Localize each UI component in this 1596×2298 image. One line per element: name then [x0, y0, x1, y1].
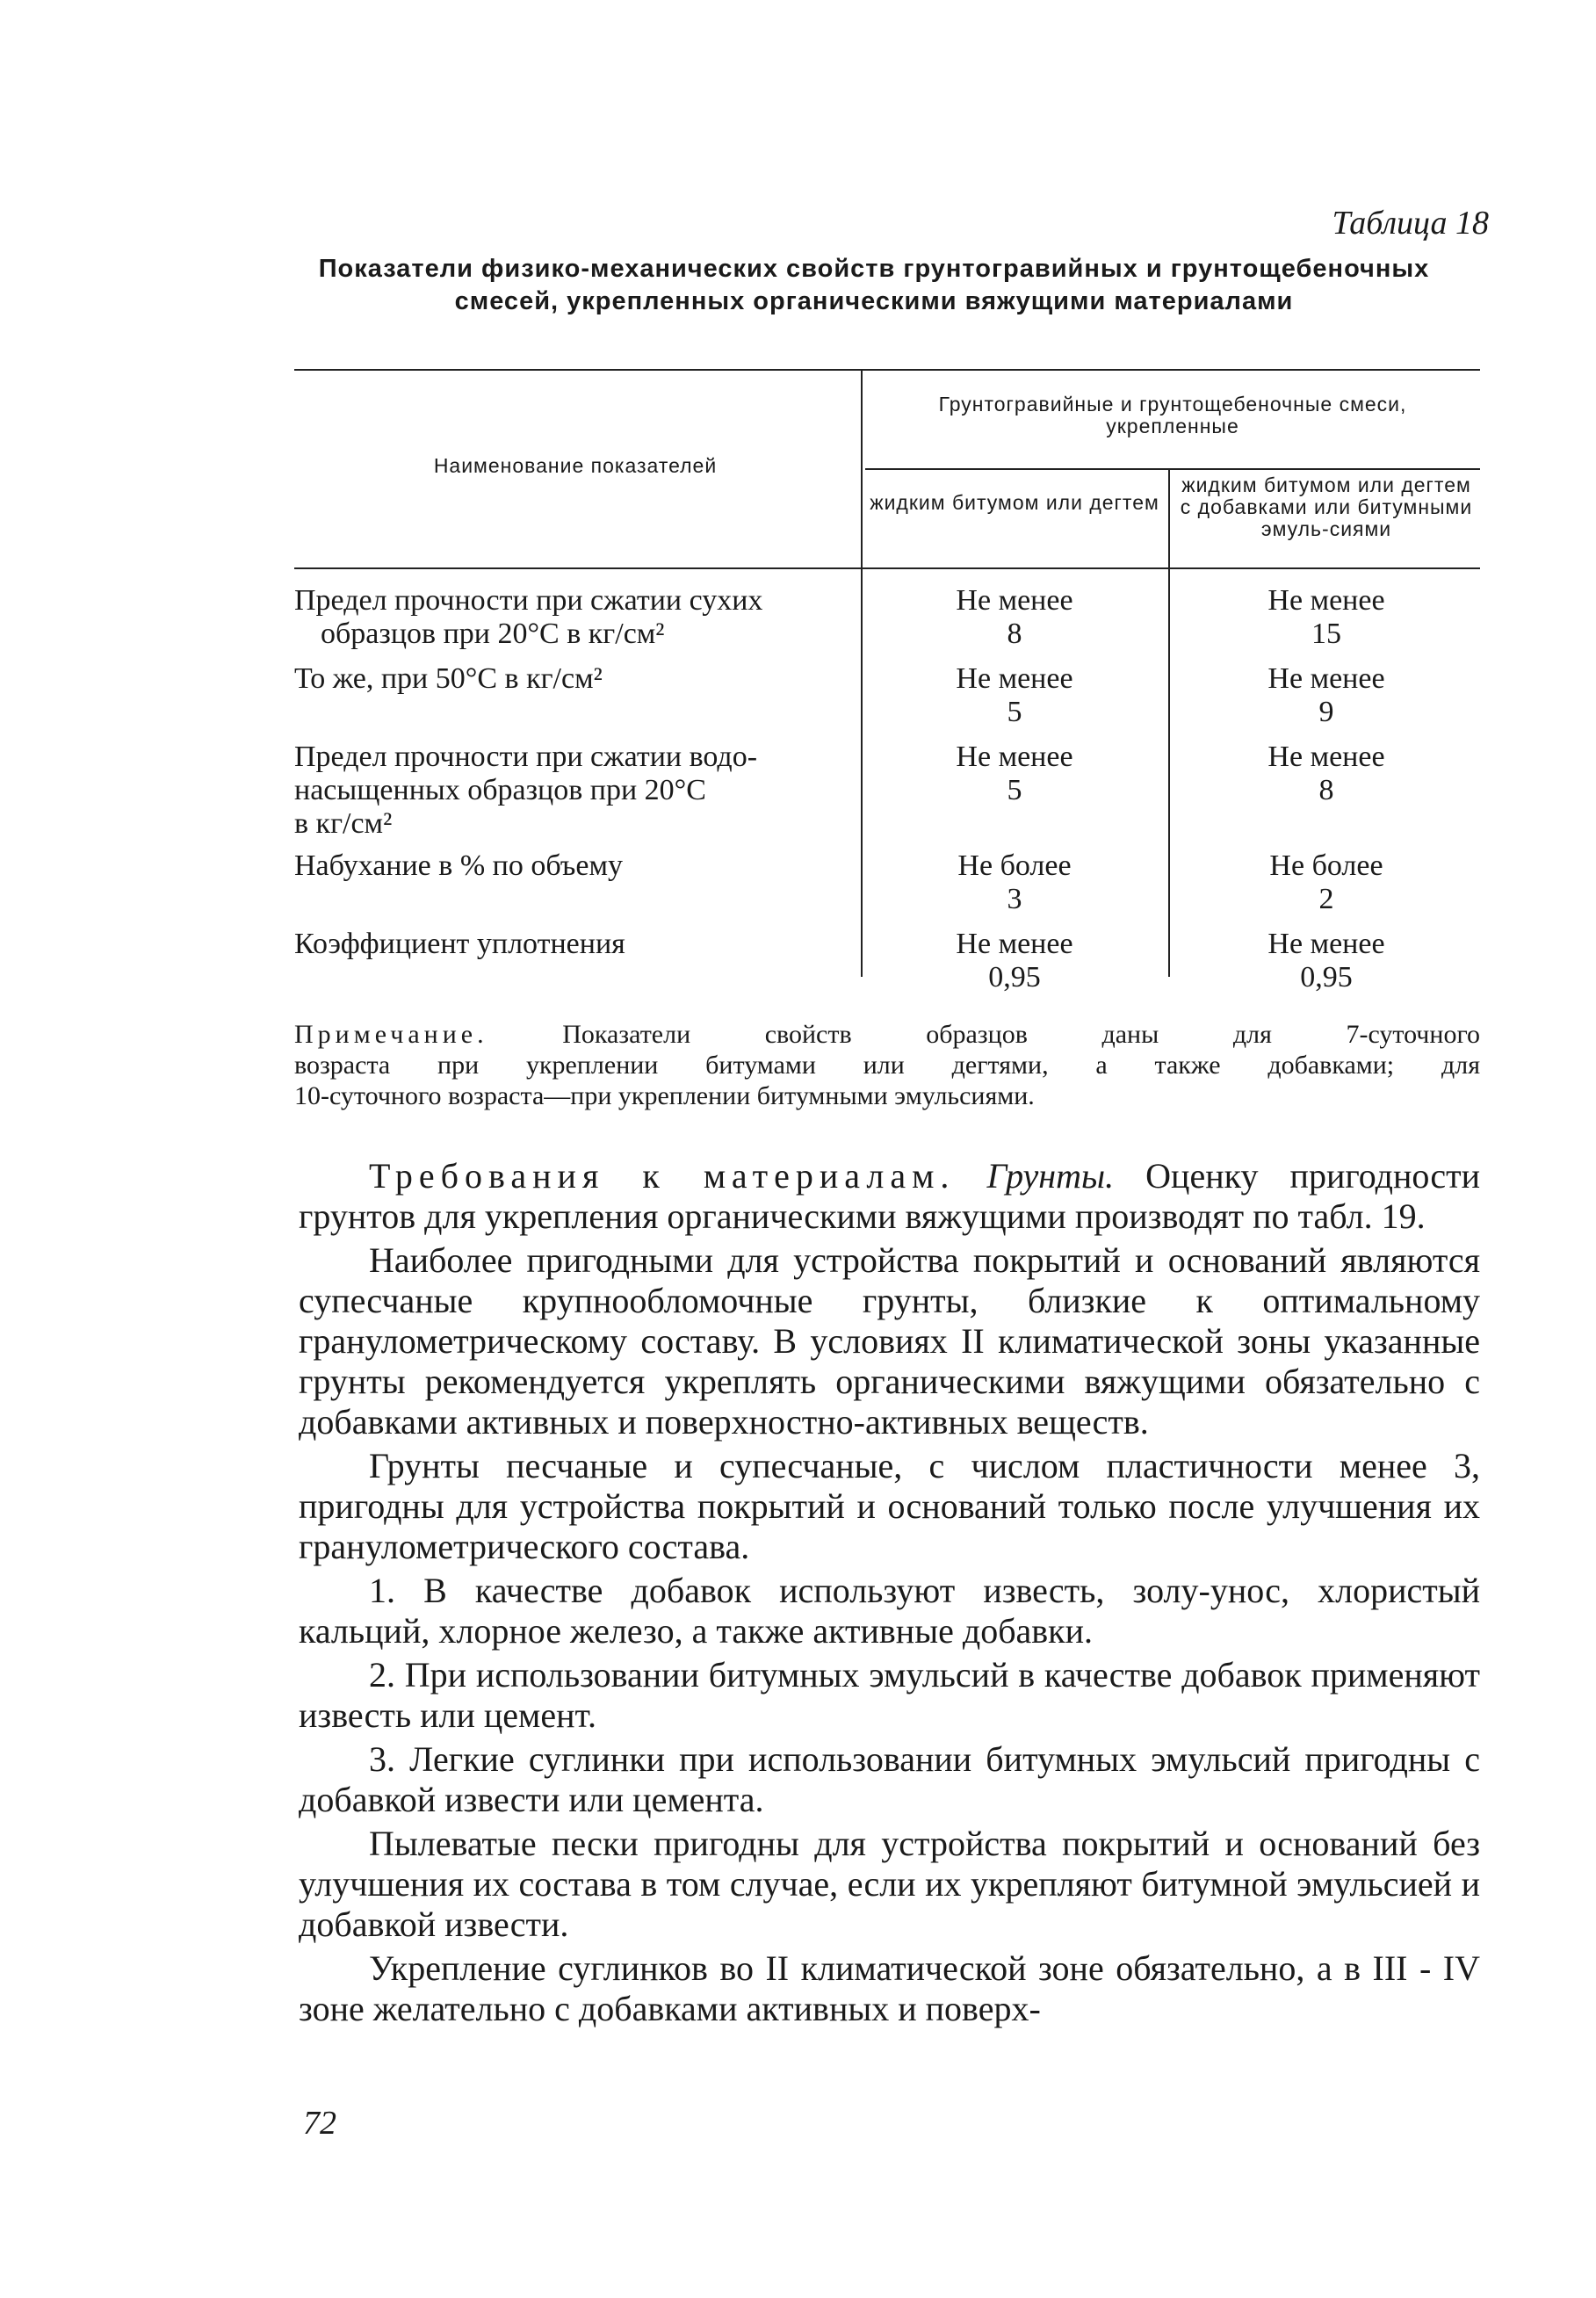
cell-dry-strength-col1: Не менее 8 [956, 584, 1073, 650]
paragraph-requirements: Требования к материалам. Грунты. Оценку пригодности грунтов для укрепления органическими вяжущими производят по табл. 19. [299, 1156, 1480, 1236]
header-group: Грунтогравийные и грунтощебеночные смеси, укрепленные [938, 393, 1407, 437]
paragraph-suitable-soils: Наиболее пригодными для устройства покрытий и оснований являются супесчаные крупнообломочные грунты, близкие к оптимальному гранулометрическому составу. В условиях II климатической зоны указанные грунты рекомендуется укреплять органическими вяжущими обязательно с добавками активных и поверхностно-активных веществ. [299, 1240, 1480, 1442]
row-label-swelling: Набухание в % по объему [294, 849, 623, 882]
table-top-rule [294, 369, 1480, 371]
column-divider-1 [861, 371, 863, 977]
row-label-saturated-strength: Предел прочности при сжатии водо- насыщенных образцов при 20°С в кг/см² [294, 741, 758, 840]
cell-compaction-col2: Не менее 0,95 [1267, 928, 1385, 994]
note-line-1: Показатели свойств образцов даны для 7-суточного [562, 1020, 1481, 1049]
header-col-with-additives: жидким битумом или дегтем с добавками или битумными эмуль-сиями [1180, 473, 1473, 540]
cell-saturated-strength-col2: Не менее 8 [1267, 741, 1385, 806]
cell-swelling-col2: Не более 2 [1269, 849, 1383, 915]
body-text [299, 1156, 1480, 2033]
paragraph-item-2: 2. При использовании битумных эмульсий в качестве добавок применяют известь или цемент. [299, 1655, 1480, 1735]
table-number: Таблица 18 [1332, 205, 1489, 242]
row-label-dry-strength: Предел прочности при сжатии сухих образцов при 20°С в кг/см² [294, 584, 763, 650]
table-title: Показатели физико-механических свойств грунтогравийных и грунтощебеночных смесей, укрепленных органическими вяжущими материалами [318, 255, 1430, 315]
cell-strength-50c-col1: Не менее 5 [956, 662, 1073, 728]
header-indicator-name: Наименование показателей [433, 454, 718, 477]
cell-swelling-col1: Не более 3 [957, 849, 1072, 915]
header-sub-rule [865, 468, 1480, 470]
cell-strength-50c-col2: Не менее 9 [1267, 662, 1385, 728]
cell-saturated-strength-col1: Не менее 5 [956, 741, 1073, 806]
row-label-compaction: Коэффициент уплотнения [294, 928, 625, 960]
note-label: Примечание. [294, 1020, 488, 1049]
cell-dry-strength-col2: Не менее 15 [1267, 584, 1385, 650]
note-line-2: возраста при укреплении битумами или дегтями, а также добавками; для [294, 1051, 1480, 1080]
note-line-3: 10-суточного возраста—при укреплении битумными эмульсиями. [294, 1081, 1035, 1110]
page-number: 72 [303, 2105, 336, 2142]
column-divider-2 [1168, 470, 1170, 977]
header-col-liquid-bitumen: жидким битумом или дегтем [870, 491, 1159, 514]
table-note [294, 1019, 1480, 1111]
cell-compaction-col1: Не менее 0,95 [956, 928, 1073, 994]
paragraph-sandy-soils: Грунты песчаные и супесчаные, с числом пластичности менее 3, пригодны для устройства покрытий и оснований только после улучшения их гранулометрического состава. [299, 1446, 1480, 1566]
paragraph-loams: Укрепление суглинков во II климатической зоне обязательно, а в III - IV зоне желательно с добавками активных и поверх- [299, 1948, 1480, 2028]
paragraph-silty-sands: Пылеватые пески пригодны для устройства покрытий и оснований без улучшения их состава в том случае, если их укрепляют битумной эмульсией и добавкой извести. [299, 1824, 1480, 1944]
header-bottom-rule [294, 567, 1480, 569]
paragraph-item-3: 3. Легкие суглинки при использовании битумных эмульсий пригодны с добавкой извести или цемента. [299, 1739, 1480, 1819]
row-label-strength-50c: То же, при 50°С в кг/см² [294, 662, 603, 695]
paragraph-item-1: 1. В качестве добавок используют известь, золу-унос, хлористый кальций, хлорное железо, а также активные добавки. [299, 1571, 1480, 1651]
